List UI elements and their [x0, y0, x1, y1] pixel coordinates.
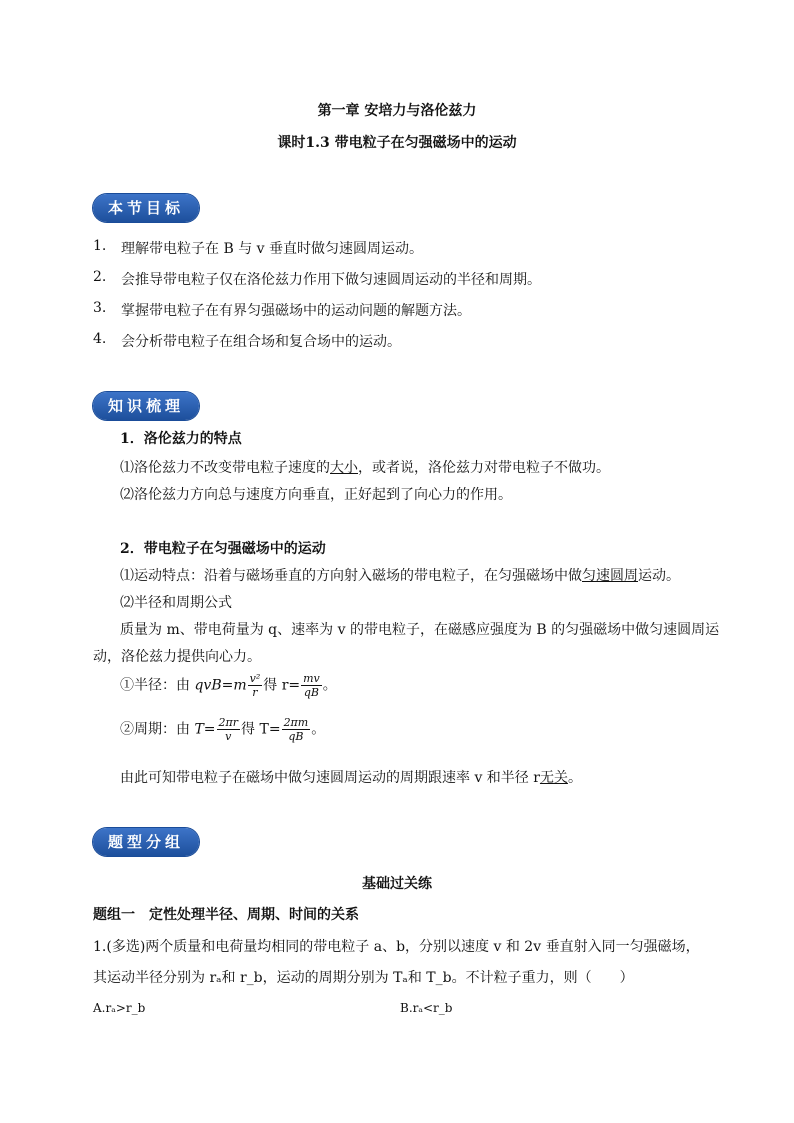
list-item-text: 理解带电粒子在 B 与 v 垂直时做匀速圆周运动。: [121, 241, 423, 257]
types-section-badge: 题型分组: [93, 828, 199, 856]
period-formula: [120, 716, 325, 743]
practice-center-title: 基础过关练: [362, 876, 432, 892]
text: 。: [567, 770, 582, 786]
knowledge-section-badge: 知识梳理: [93, 392, 199, 420]
answer-underline: 大小: [330, 460, 358, 476]
knowledge-para-1a: [120, 457, 610, 477]
list-item-number: 4.: [93, 331, 107, 347]
text: ⑴运动特点：沿着与磁场垂直的方向射入磁场的带电粒子，在匀强磁场中做: [120, 568, 582, 584]
math: qvB=m: [194, 677, 247, 694]
denominator: qB: [288, 730, 304, 743]
text: 由此可知带电粒子在磁场中做匀速圆周运动的周期跟速率 v 和半径 r: [120, 770, 540, 786]
answer-underline: 匀速圆周: [582, 568, 638, 584]
list-item-number: 3.: [93, 300, 107, 316]
denominator: qB: [303, 686, 320, 699]
option-a: A.rₐ>r_b: [93, 1001, 146, 1015]
question-group-title: 题组一 定性处理半径、周期、时间的关系: [93, 907, 359, 923]
question-1-line-1: 1.(多选)两个质量和电荷量均相同的带电粒子 a、b，分别以速度 v 和 2v 垂直射入同一匀强磁场，: [93, 939, 700, 955]
math: 得 T=: [241, 721, 281, 738]
fraction: [217, 716, 241, 743]
list-item-text: 掌握带电粒子在有界匀强磁场中的运动问题的解题方法。: [121, 303, 471, 319]
knowledge-heading-1: 1．洛伦兹力的特点: [120, 431, 242, 447]
list-item-text: 会分析带电粒子在组合场和复合场中的运动。: [121, 334, 401, 350]
text: ②周期：由: [120, 721, 190, 738]
numerator: 2πm: [283, 716, 309, 729]
option-b: B.rₐ<r_b: [400, 1001, 453, 1015]
goals-section-badge: 本节目标: [93, 194, 199, 222]
knowledge-heading-2: 2．带电粒子在匀强磁场中的运动: [120, 541, 326, 557]
chapter-title: 第一章 安培力与洛伦兹力: [317, 103, 477, 119]
text: ，或者说，洛伦兹力对带电粒子不做功。: [358, 460, 610, 476]
knowledge-para-2a: [120, 565, 680, 585]
list-item-number: 1.: [93, 238, 107, 254]
math: 得 r=: [263, 677, 301, 694]
fraction: [248, 672, 263, 699]
radius-formula: [120, 672, 337, 699]
knowledge-para-2d: 动，洛伦兹力提供向心力。: [93, 649, 261, 665]
text: ①半径：由: [120, 677, 190, 694]
answer-underline: 无关: [539, 770, 568, 786]
knowledge-para-2c: 质量为 m、带电荷量为 q、速率为 v 的带电粒子，在磁感应强度为 B 的匀强磁场中做匀速圆周运: [120, 622, 720, 638]
numerator: 2πr: [218, 716, 239, 729]
denominator: r: [252, 686, 258, 699]
list-item-number: 2.: [93, 269, 107, 285]
numerator: v²: [249, 672, 261, 685]
list-item-text: 会推导带电粒子仅在洛伦兹力作用下做匀速圆周运动的半径和周期。: [121, 272, 541, 288]
text: ⑴洛伦兹力不改变带电粒子速度的: [120, 460, 330, 476]
question-1-line-2: 其运动半径分别为 rₐ和 r_b，运动的周期分别为 Tₐ和 T_b。不计粒子重力，则（ ）: [93, 970, 634, 986]
conclusion: [120, 767, 582, 787]
text: 运动。: [638, 568, 680, 584]
lesson-title: 课时1.3 带电粒子在匀强磁场中的运动: [277, 135, 517, 151]
fraction: [282, 716, 311, 743]
knowledge-para-1b: ⑵洛伦兹力方向总与速度方向垂直，正好起到了向心力的作用。: [120, 487, 512, 503]
numerator: mv: [303, 672, 320, 685]
text: 。: [311, 721, 326, 738]
fraction: [301, 672, 322, 699]
denominator: v: [225, 730, 232, 743]
math: T=: [194, 721, 216, 738]
knowledge-para-2b: ⑵半径和周期公式: [120, 595, 232, 611]
text: 。: [322, 677, 337, 694]
